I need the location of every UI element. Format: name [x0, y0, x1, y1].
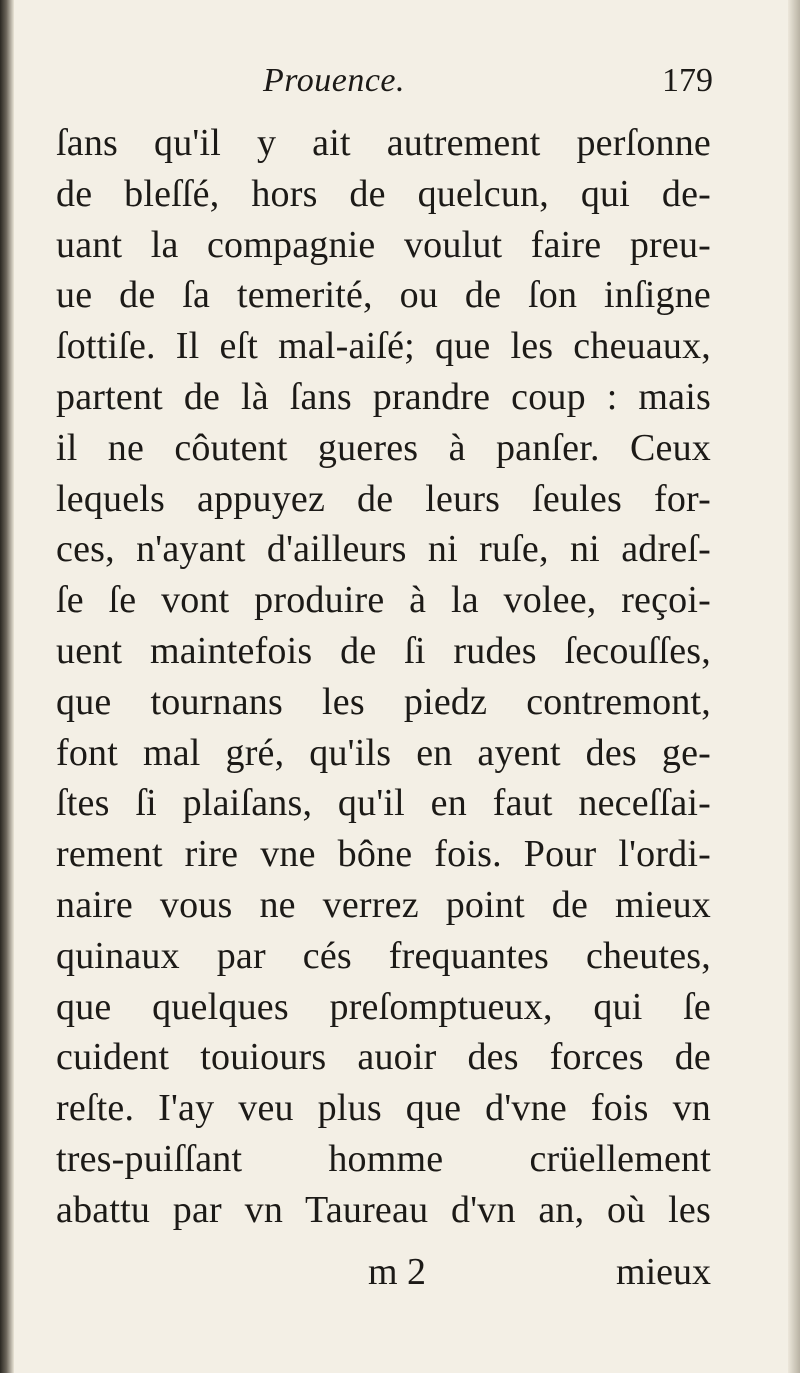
binding-edge	[0, 0, 14, 1373]
text-line: tres-puiſſant homme crüellement	[56, 1137, 711, 1180]
text-line: de bleſſé, hors de quelcun, qui de-	[56, 172, 711, 215]
text-line: ſtes ſi plaiſans, qu'il en faut neceſſai-	[56, 782, 711, 825]
page-fore-edge	[788, 0, 800, 1373]
text-line: reſte. I'ay veu plus que d'vne fois vn	[56, 1087, 711, 1130]
signature-mark: m 2	[368, 1251, 427, 1293]
text-line: font mal gré, qu'ils en ayent des ge-	[56, 731, 711, 774]
text-line: cuident touiours auoir des forces de	[56, 1036, 711, 1079]
running-title: Prouence.	[263, 62, 406, 99]
text-line: que tournans les piedz contremont,	[56, 680, 711, 723]
text-line: quinaux par cés frequantes cheutes,	[56, 934, 711, 977]
text-line: ſans qu'il y ait autrement perſonne	[56, 122, 711, 164]
text-line: naire vous ne verrez point de mieux	[56, 883, 711, 926]
body-text	[56, 118, 711, 1236]
text-line: que quelques preſomptueux, qui ſe	[56, 985, 711, 1028]
text-line: rement rire vne bône fois. Pour l'ordi-	[56, 833, 711, 876]
text-line: partent de là ſans prandre coup : mais	[56, 375, 711, 418]
text-line: ſottiſe. Il eſt mal-aiſé; que les cheuaux,	[56, 325, 711, 368]
text-line: lequels appuyez de leurs ſeules for-	[56, 477, 711, 520]
page-footer	[56, 1250, 711, 1300]
catchword: mieux	[616, 1251, 711, 1293]
text-line: ces, n'ayant d'ailleurs ni ruſe, ni adreſ-	[56, 528, 711, 571]
text-line: uant la compagnie voulut faire preu-	[56, 223, 711, 266]
text-line: ue de ſa temerité, ou de ſon inſigne	[56, 274, 711, 317]
text-line: abattu par vn Taureau d'vn an, où les	[56, 1188, 711, 1231]
page-number: 179	[662, 62, 713, 99]
text-line: uent maintefois de ſi rudes ſecouſſes,	[56, 629, 711, 672]
text-line: ſe ſe vont produire à la volee, reçoi-	[56, 579, 711, 622]
text-line: il ne côutent gueres à panſer. Ceux	[56, 426, 711, 469]
page-header	[58, 60, 713, 110]
